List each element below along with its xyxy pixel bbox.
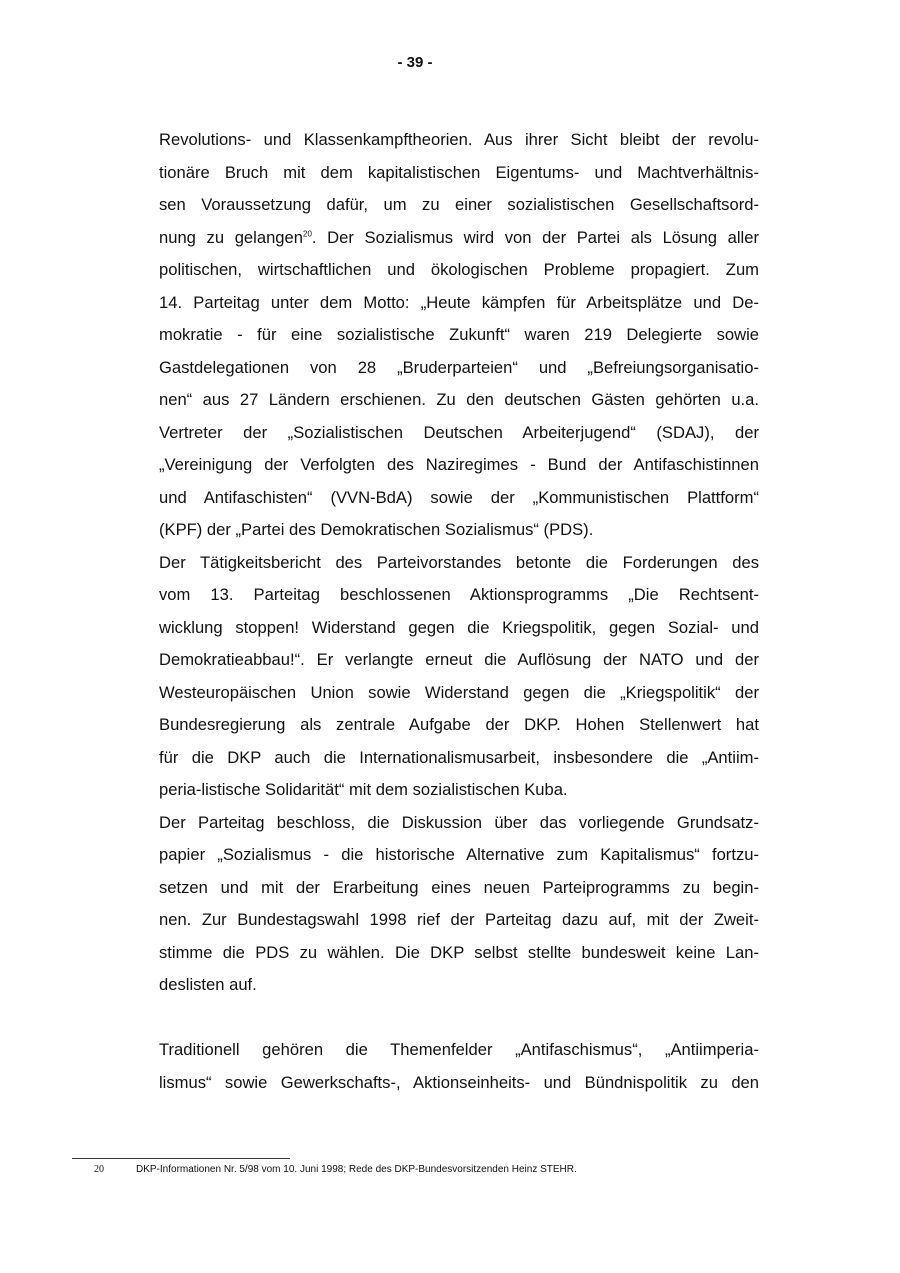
- text-line: sen Voraussetzung dafür, um zu einer sozialistischen Gesellschaftsord-: [159, 195, 759, 214]
- text-segment: nung zu gelangen: [159, 227, 303, 247]
- text-line: stimme die PDS zu wählen. Die DKP selbst stellte bundesweit keine Lan-: [159, 942, 759, 962]
- text-line-with-footnote-ref: [159, 222, 759, 255]
- text-line: Gastdelegationen von 28 „Bruderparteien“ und „Befreiungsorganisatio-: [159, 357, 759, 377]
- text-line: Traditionell gehören die Themenfelder „Antifaschismus“, „Antiimperia-: [159, 1040, 759, 1059]
- text-line: Bundesregierung als zentrale Aufgabe der DKP. Hohen Stellenwert hat: [159, 715, 759, 734]
- text-line: lismus“ sowie Gewerkschafts-, Aktionseinheits- und Bündnispolitik zu den: [159, 1072, 759, 1092]
- text-line: (KPF) der „Partei des Demokratischen Sozialismus“ (PDS).: [159, 520, 594, 539]
- text-line: nen“ aus 27 Ländern erschienen. Zu den deutschen Gästen gehörten u.a.: [159, 390, 759, 409]
- text-line: für die DKP auch die Internationalismusarbeit, insbesondere die „Antiim-: [159, 747, 759, 767]
- text-line: wicklung stoppen! Widerstand gegen die Kriegspolitik, gegen Sozial- und: [159, 617, 759, 637]
- text-line: nen. Zur Bundestagswahl 1998 rief der Parteitag dazu auf, mit der Zweit-: [159, 910, 759, 929]
- footnote-separator: [72, 1158, 290, 1159]
- footnote-number: 20: [94, 1164, 104, 1175]
- body-text: [159, 124, 759, 1099]
- text-line: mokratie - für eine sozialistische Zukunft“ waren 219 Delegierte sowie: [159, 325, 759, 344]
- text-line: politischen, wirtschaftlichen und ökologischen Probleme propagiert. Zum: [159, 260, 759, 279]
- text-line: peria-listische Solidarität“ mit dem sozialistischen Kuba.: [159, 780, 568, 799]
- text-line: „Vereinigung der Verfolgten des Naziregimes - Bund der Antifaschistinnen: [159, 455, 759, 474]
- footnote-reference[interactable]: 20: [303, 228, 312, 238]
- text-line: Vertreter der „Sozialistischen Deutschen Arbeiterjugend“ (SDAJ), der: [159, 422, 759, 442]
- text-line: 14. Parteitag unter dem Motto: „Heute kämpfen für Arbeitsplätze und De-: [159, 292, 759, 312]
- text-line: deslisten auf.: [159, 975, 257, 994]
- text-line: Der Parteitag beschloss, die Diskussion über das vorliegende Grundsatz-: [159, 812, 759, 832]
- text-line: Der Tätigkeitsbericht des Parteivorstandes betonte die Forderungen des: [159, 552, 759, 572]
- page-number: - 39 -: [397, 54, 433, 71]
- text-segment: . Der Sozialismus wird von der Partei als Lösung aller: [311, 227, 759, 247]
- text-line: Westeuropäischen Union sowie Widerstand gegen die „Kriegspolitik“ der: [159, 682, 759, 702]
- footnote-text: DKP-Informationen Nr. 5/98 vom 10. Juni 1998; Rede des DKP-Bundesvorsitzenden Heinz STEHR.: [136, 1164, 577, 1175]
- text-line: papier „Sozialismus - die historische Alternative zum Kapitalismus“ fortzu-: [159, 845, 759, 864]
- text-line: setzen und mit der Erarbeitung eines neuen Parteiprogramms zu begin-: [159, 877, 759, 897]
- text-line: vom 13. Parteitag beschlossenen Aktionsprogramms „Die Rechtsent-: [159, 585, 759, 604]
- text-line: tionäre Bruch mit dem kapitalistischen Eigentums- und Machtverhältnis-: [159, 162, 759, 182]
- text-line: und Antifaschisten“ (VVN-BdA) sowie der „Kommunistischen Plattform“: [159, 487, 759, 507]
- text-line: Revolutions- und Klassenkampftheorien. Aus ihrer Sicht bleibt der revolu-: [159, 130, 759, 149]
- text-line: Demokratieabbau!“. Er verlangte erneut die Auflösung der NATO und der: [159, 650, 759, 669]
- paragraph-gap: [159, 1002, 759, 1035]
- footnote: [72, 1163, 792, 1177]
